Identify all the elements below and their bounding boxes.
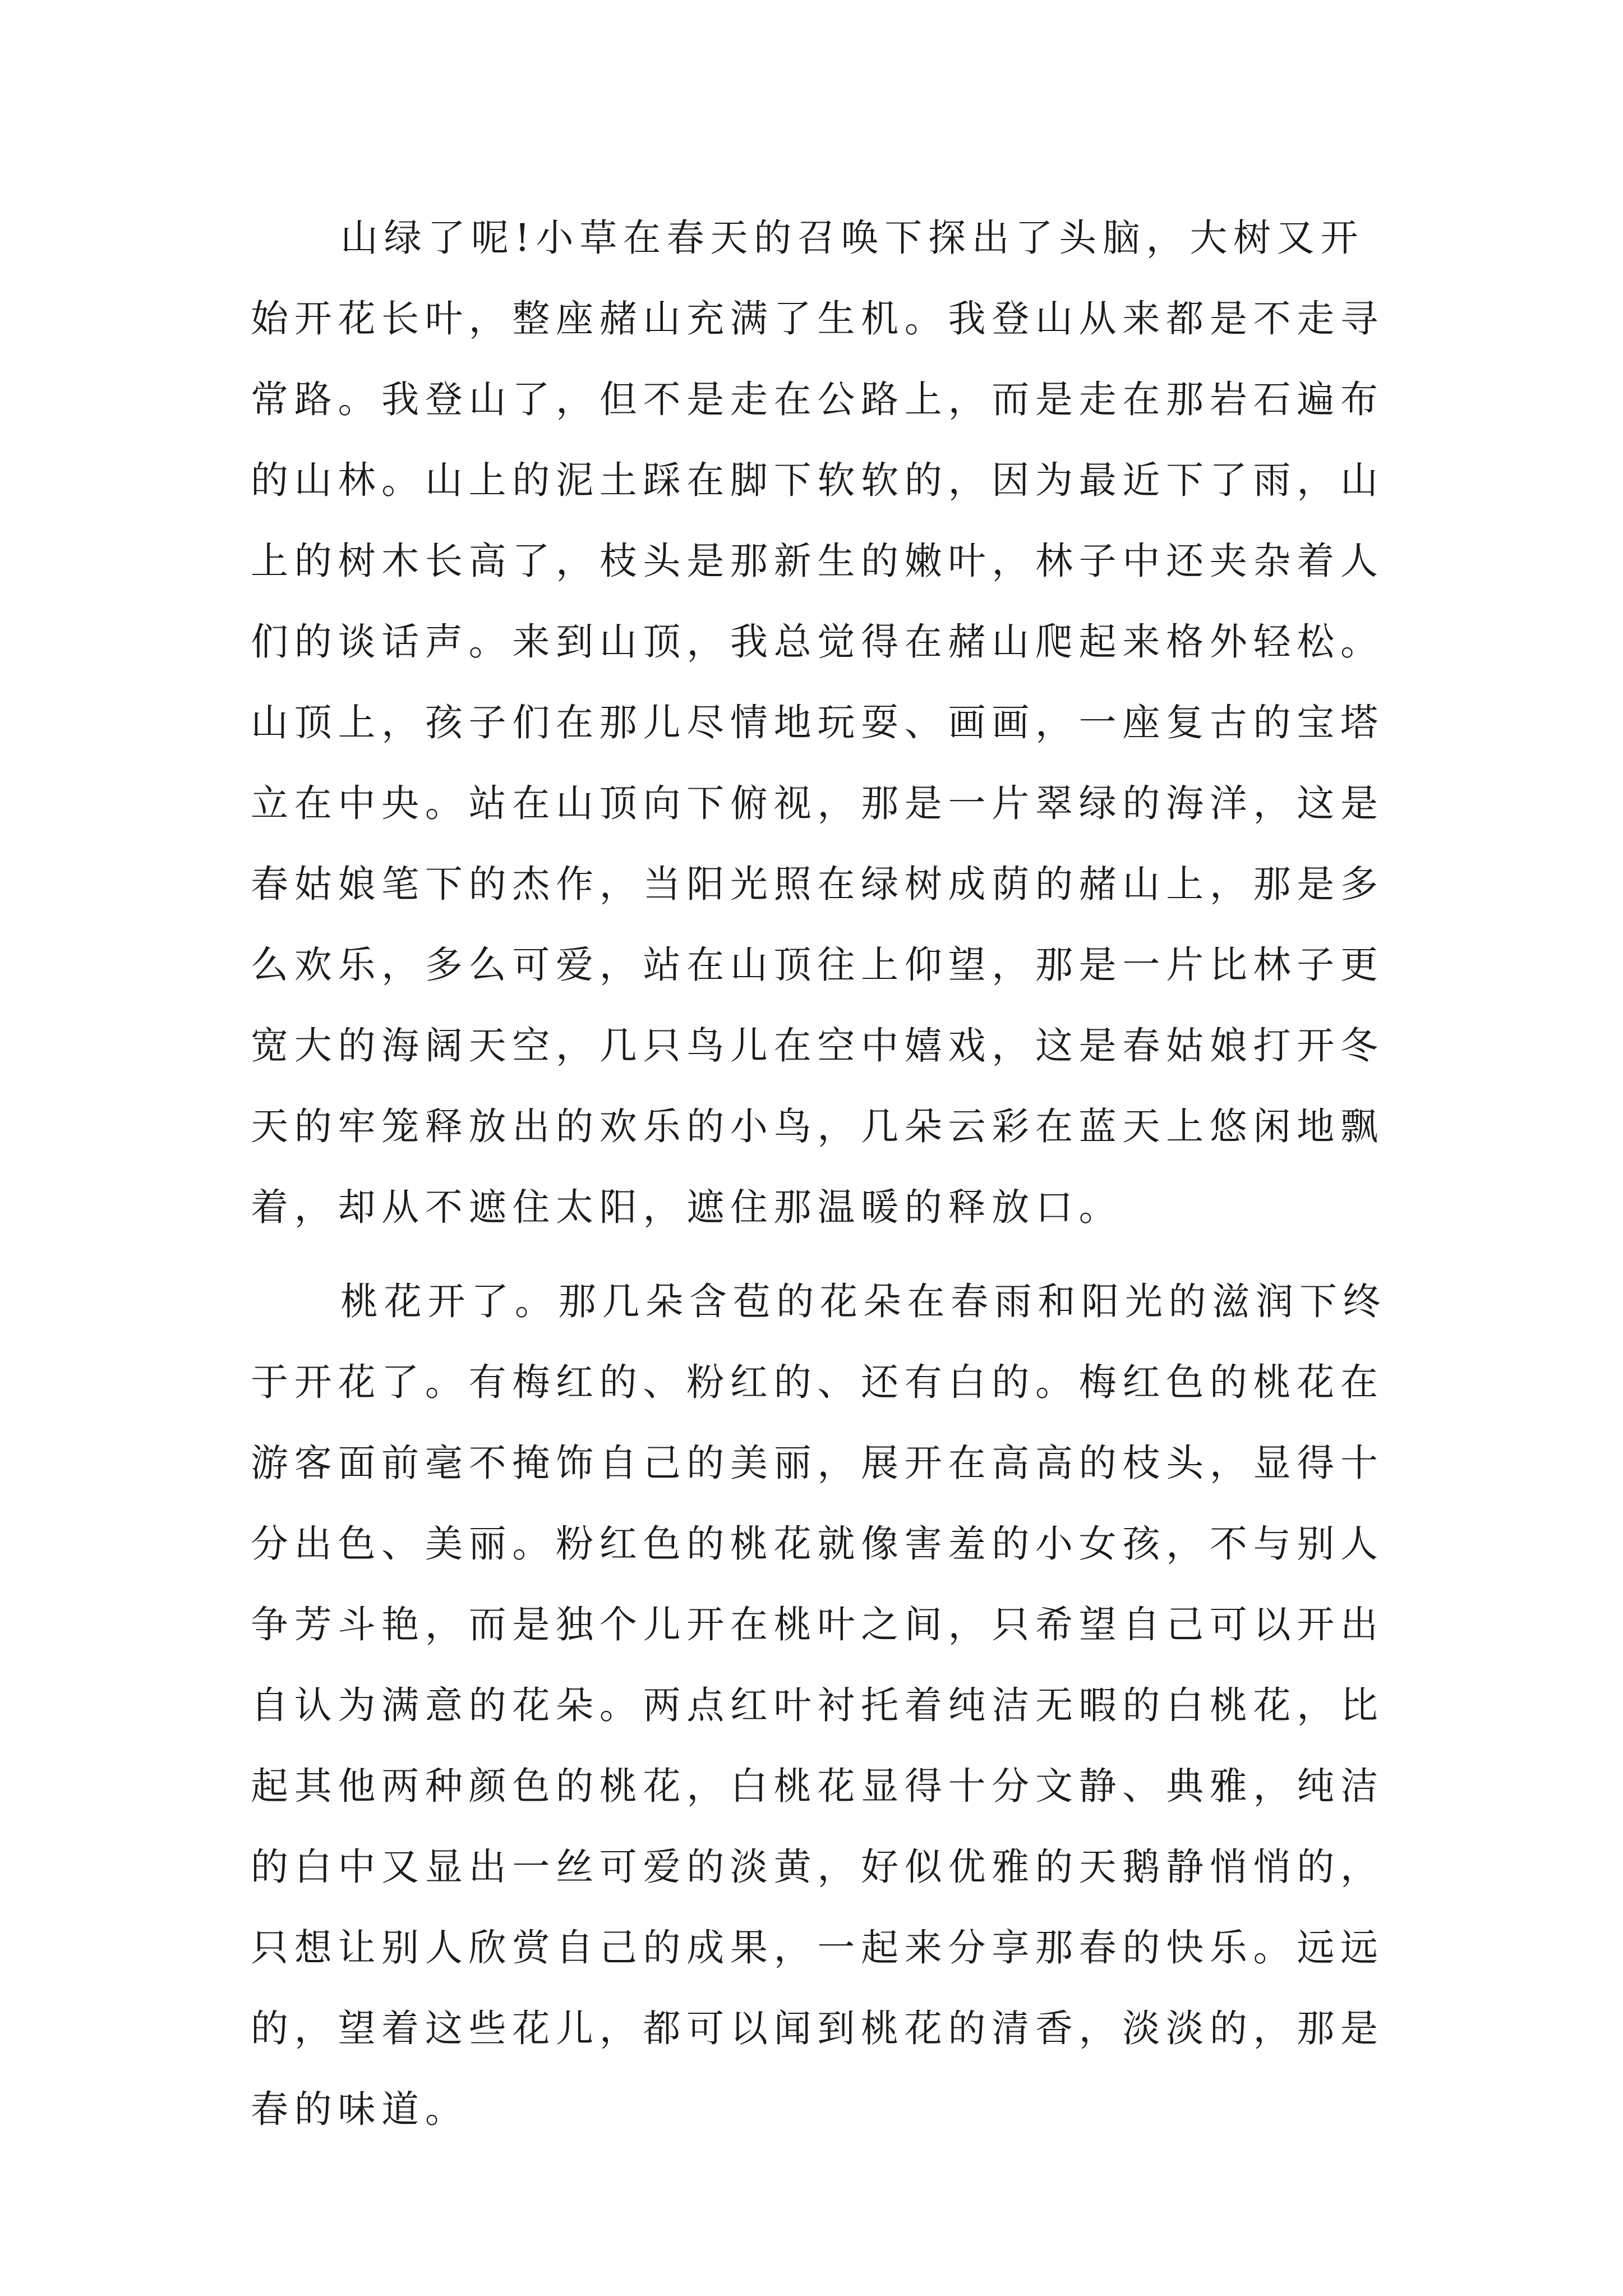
paragraph-2-line-9: 只想让别人欣赏自己的成果，一起来分享那春的快乐。远远 bbox=[251, 1926, 1384, 1970]
paragraph-2-line-10: 的，望着这些花儿，都可以闻到桃花的清香，淡淡的，那是 bbox=[251, 2007, 1384, 2050]
document-body bbox=[251, 197, 1387, 2150]
paragraph-2-line-7: 起其他两种颜色的桃花，白桃花显得十分文静、典雅，纯洁 bbox=[251, 1764, 1384, 1808]
paragraph-2-line-4: 分出色、美丽。粉红色的桃花就像害羞的小女孩，不与别人 bbox=[251, 1522, 1384, 1566]
paragraph-1-line-11: 宽大的海阔天空，几只鸟儿在空中嬉戏，这是春姑娘打开冬 bbox=[251, 1024, 1384, 1068]
paragraph-1-line-3: 常路。我登山了，但不是走在公路上，而是走在那岩石遍布 bbox=[251, 378, 1384, 421]
paragraph-2-line-1: 桃花开了。那几朵含苞的花朵在春雨和阳光的滋润下终 bbox=[340, 1280, 1387, 1323]
paragraph-spacer bbox=[251, 1248, 1378, 1261]
paragraph-2-line-5: 争芳斗艳，而是独个儿开在桃叶之间，只希望自己可以开出 bbox=[251, 1603, 1384, 1646]
paragraph-1-line-5: 上的树木长高了，枝头是那新生的嫩叶，林子中还夹杂着人 bbox=[251, 539, 1384, 583]
paragraph-1-line-1: 山绿了呢!小草在春天的召唤下探出了头脑，大树又开 bbox=[340, 216, 1364, 260]
paragraph-1-line-6: 们的谈话声。来到山顶，我总觉得在赭山爬起来格外轻松。 bbox=[251, 620, 1384, 664]
paragraph-2-line-8: 的白中又显出一丝可爱的淡黄，好似优雅的天鹅静悄悄的， bbox=[251, 1845, 1384, 1889]
paragraph-1-line-13: 着，却从不遮住太阳，遮住那温暖的释放口。 bbox=[251, 1185, 1123, 1229]
paragraph-2-line-6: 自认为满意的花朵。两点红叶衬托着纯洁无暇的白桃花，比 bbox=[251, 1683, 1384, 1727]
paragraph-1-line-9: 春姑娘笔下的杰作，当阳光照在绿树成荫的赭山上，那是多 bbox=[251, 862, 1384, 906]
paragraph-1-line-8: 立在中央。站在山顶向下俯视，那是一片翠绿的海洋，这是 bbox=[251, 781, 1384, 825]
paragraph-1-line-10: 么欢乐，多么可爱，站在山顶往上仰望，那是一片比林子更 bbox=[251, 943, 1384, 987]
paragraph-2-line-11: 春的味道。 bbox=[251, 2087, 469, 2131]
paragraph-1-line-7: 山顶上，孩子们在那儿尽情地玩耍、画画，一座复古的宝塔 bbox=[251, 701, 1384, 744]
paragraph-2-line-2: 于开花了。有梅红的、粉红的、还有白的。梅红色的桃花在 bbox=[251, 1360, 1384, 1404]
paragraph-1-line-12: 天的牢笼释放出的欢乐的小鸟，几朵云彩在蓝天上悠闲地飘 bbox=[251, 1105, 1384, 1148]
paragraph-2-line-3: 游客面前毫不掩饰自己的美丽，展开在高高的枝头，显得十 bbox=[251, 1441, 1384, 1485]
paragraph-1-line-2: 始开花长叶，整座赭山充满了生机。我登山从来都是不走寻 bbox=[251, 297, 1384, 341]
paragraph-1-line-4: 的山林。山上的泥土踩在脚下软软的，因为最近下了雨，山 bbox=[251, 458, 1384, 502]
